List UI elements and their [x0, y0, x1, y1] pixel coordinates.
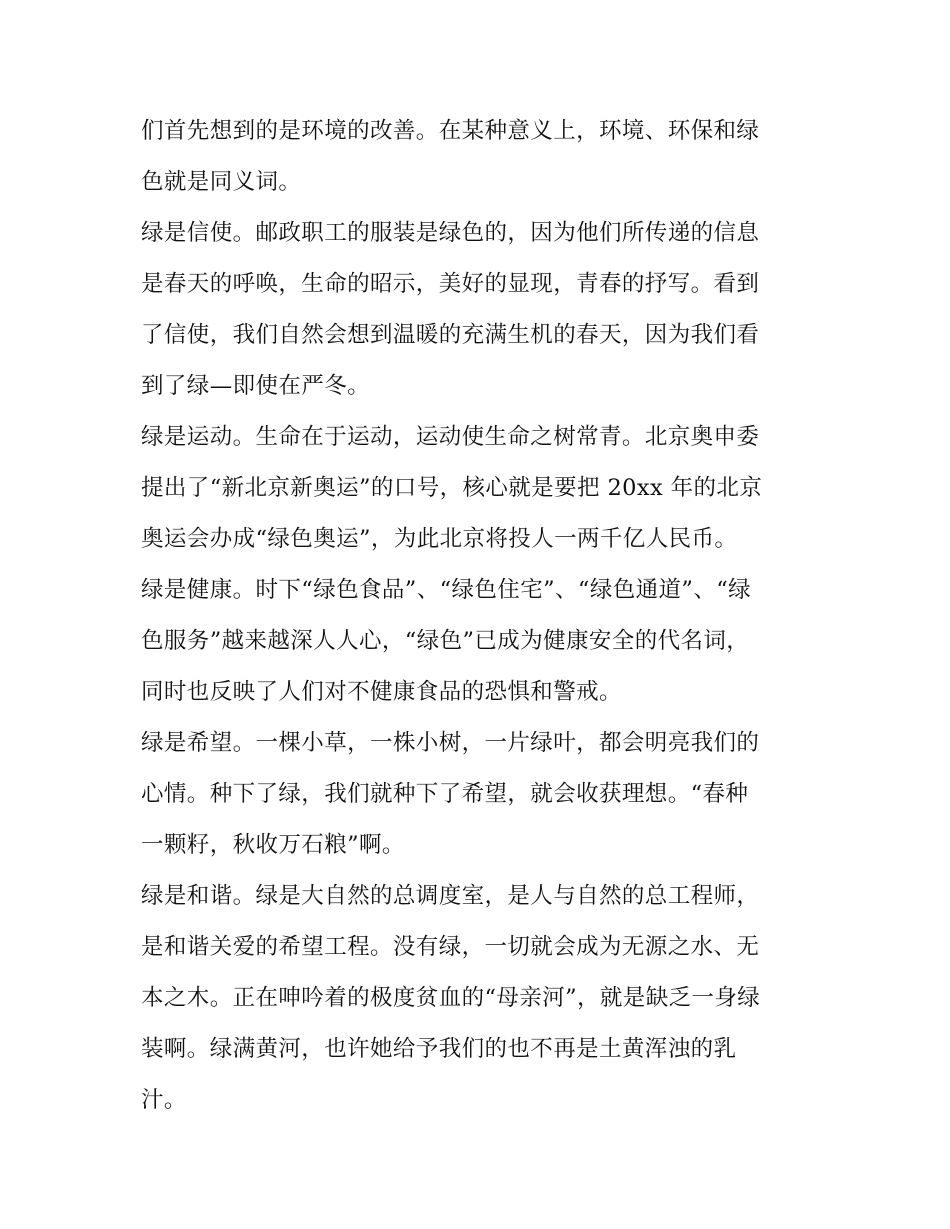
text-line: 色就是同义词。 — [141, 169, 302, 195]
text-line: 同时也反映了人们对不健康食品的恐惧和警戒。 — [141, 679, 622, 705]
text-line: 绿是健康。时下“绿色食品”、“绿色住宅”、“绿色通道”、“绿 — [141, 577, 752, 603]
text-line: 绿是运动。生命在于运动，运动使生命之树常青。北京奥申委 — [141, 424, 760, 450]
document-body — [141, 106, 821, 1126]
text-line: 心情。种下了绿，我们就种下了希望，就会收获理想。“春种 — [141, 781, 749, 807]
text-line: 一颗籽，秋收万石粮”啊。 — [141, 832, 405, 858]
text-line: 是春天的呼唤，生命的昭示，美好的显现，青春的抒写。看到 — [141, 271, 760, 297]
text-line: 奥运会办成“绿色奥运”，为此北京将投人一两千亿人民币。 — [141, 526, 738, 552]
text-line: 提出了“新北京新奥运”的口号，核心就是要把 20xx 年的北京 — [141, 475, 763, 501]
text-line: 绿是和谐。绿是大自然的总调度室，是人与自然的总工程师， — [141, 883, 760, 909]
text-line: 色服务”越来越深人人心，“绿色”已成为健康安全的代名词， — [141, 628, 750, 654]
text-line: 装啊。绿满黄河，也许她给予我们的也不再是土黄浑浊的乳 — [141, 1036, 737, 1062]
text-line: 们首先想到的是环境的改善。在某种意义上，环境、环保和绿 — [141, 118, 760, 144]
text-line: 了信使，我们自然会想到温暖的充满生机的春天，因为我们看 — [141, 322, 760, 348]
text-line: 绿是希望。一棵小草，一株小树，一片绿叶，都会明亮我们的 — [141, 730, 760, 756]
text-line: 是和谐关爱的希望工程。没有绿，一切就会成为无源之水、无 — [141, 934, 760, 960]
text-line: 本之木。正在呻吟着的极度贫血的“母亲河”，就是缺乏一身绿 — [141, 985, 761, 1011]
text-line: 到了绿—即使在严冬。 — [141, 373, 371, 399]
text-line: 汁。 — [141, 1087, 187, 1113]
text-line: 绿是信使。邮政职工的服装是绿色的，因为他们所传递的信息 — [141, 220, 760, 246]
